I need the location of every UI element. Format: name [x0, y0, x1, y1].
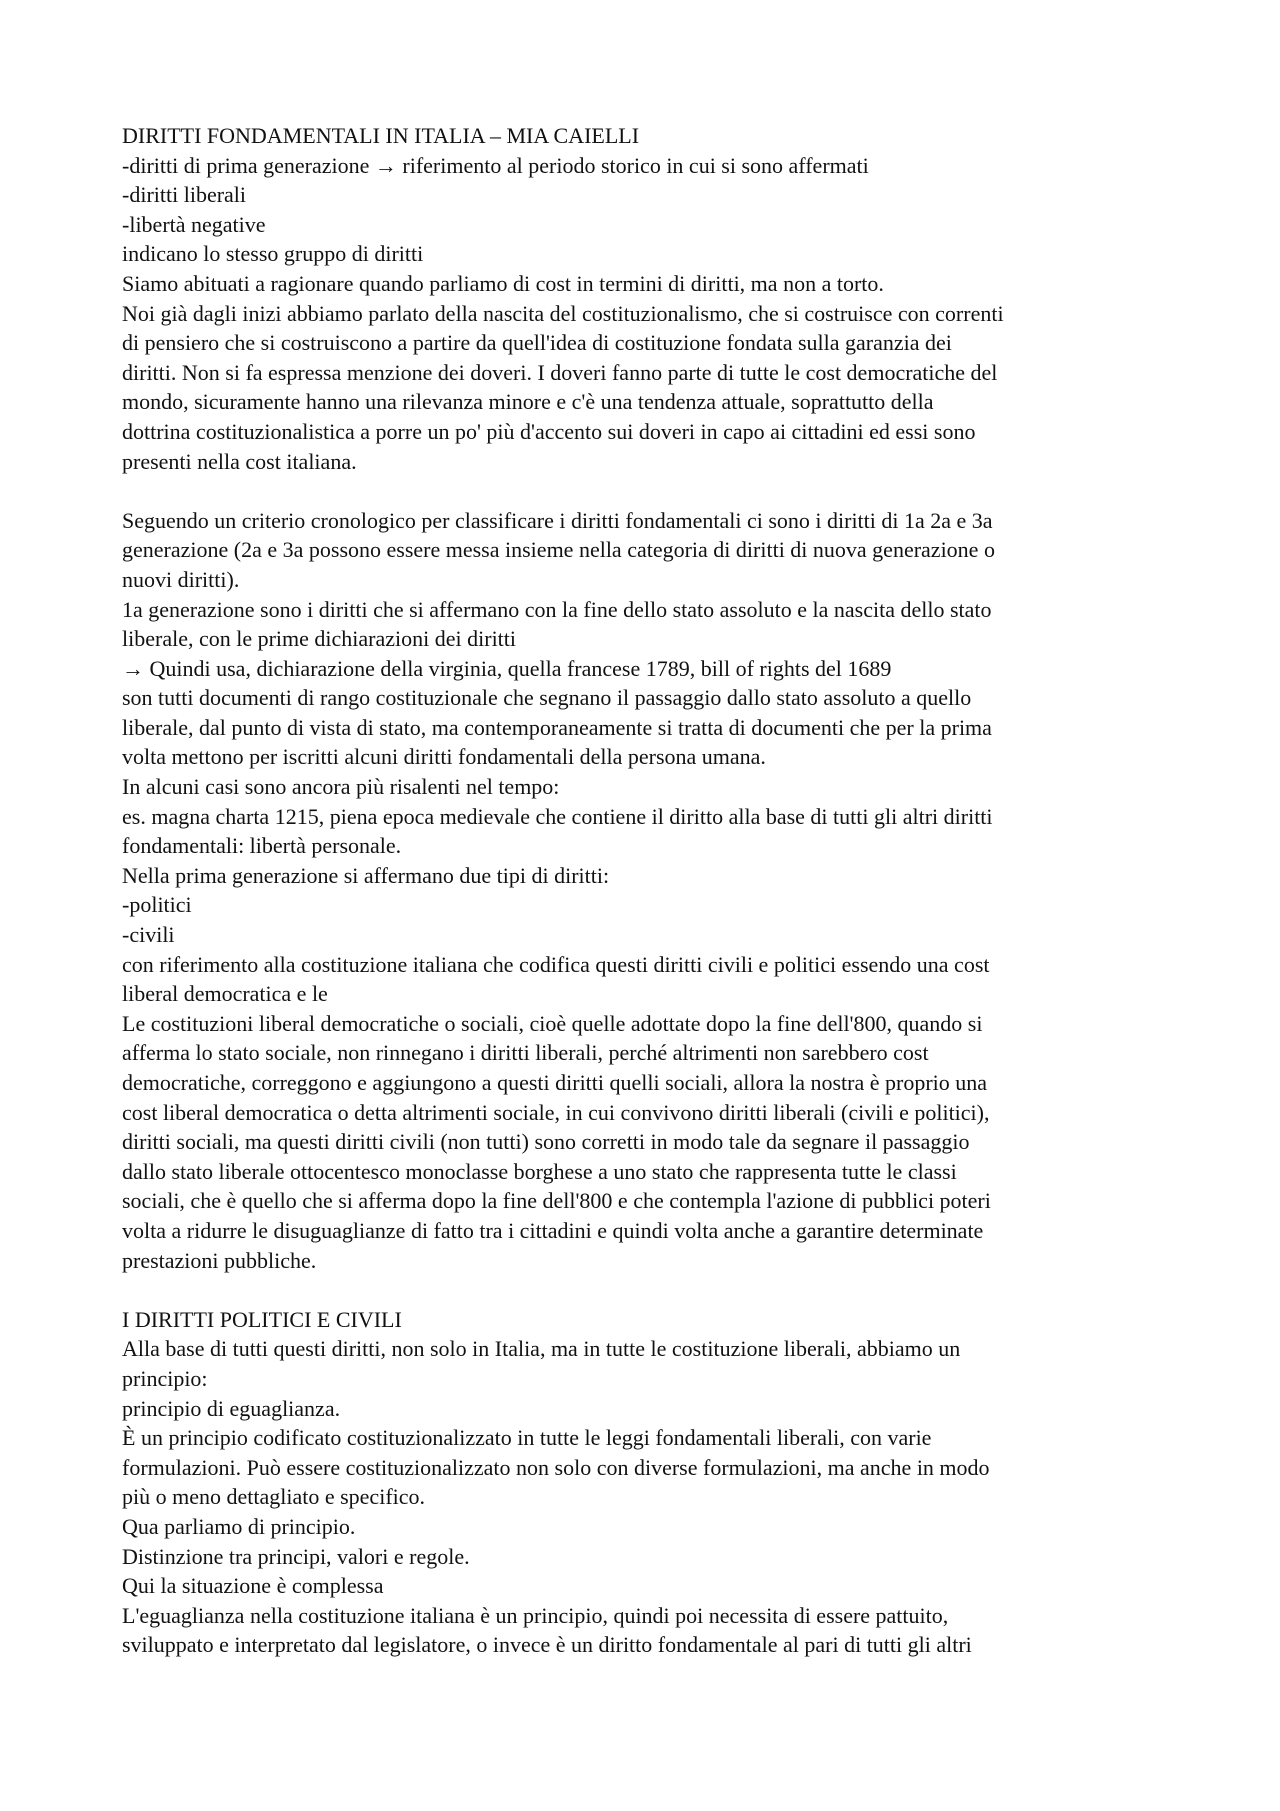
text-line: Distinzione tra principi, valori e regole. [122, 1543, 470, 1569]
text-line: Siamo abituati a ragionare quando parliamo di cost in termini di diritti, ma non a torto. [122, 270, 884, 296]
text-line: → Quindi usa, dichiarazione della virginia, quella francese 1789, bill of rights del 1689 [122, 655, 892, 681]
text-line: Seguendo un criterio cronologico per classificare i diritti fondamentali ci sono i diritti di 1a 2a e 3a [122, 507, 993, 533]
text-line: liberal democratica e le [122, 981, 328, 1007]
text-line: 1a generazione sono i diritti che si affermano con la fine dello stato assoluto e la nascita dello stato [122, 596, 992, 622]
text-line: di pensiero che si costruiscono a partire da quell'idea di costituzione fondata sulla garanzia dei [122, 330, 952, 356]
text-line: dottrina costituzionalistica a porre un po' più d'accento sui doveri in capo ai cittadini ed essi sono [122, 418, 976, 444]
text-line: È un principio codificato costituzionalizzato in tutte le leggi fondamentali liberali, con varie [122, 1425, 932, 1451]
text-line: democratiche, correggono e aggiungono a questi diritti quelli sociali, allora la nostra è proprio una [122, 1070, 988, 1095]
text-line: cost liberal democratica o detta altrimenti sociale, in cui convivono diritti liberali (civili e politici), [122, 1099, 990, 1125]
text-line: indicano lo stesso gruppo di diritti [122, 241, 424, 267]
paragraph-spacer [122, 1275, 1182, 1305]
text-line: prestazioni pubbliche. [122, 1247, 317, 1273]
text-line: -diritti liberali [122, 182, 247, 208]
text-line: volta mettono per iscritti alcuni diritti fondamentali della persona umana. [122, 744, 766, 770]
text-line: liberale, dal punto di vista di stato, ma contemporaneamente si tratta di documenti che per la prima [122, 714, 992, 740]
text-line: principio di eguaglianza. [122, 1395, 341, 1421]
text-line: I DIRITTI POLITICI E CIVILI [122, 1306, 402, 1332]
text-line: -diritti di prima generazione → riferimento al periodo storico in cui si sono affermati [122, 152, 869, 178]
text-line: -libertà negative [122, 211, 266, 237]
text-line: Le costituzioni liberal democratiche o sociali, cioè quelle adottate dopo la fine dell'800, quando si [122, 1010, 983, 1036]
text-line: presenti nella cost italiana. [122, 448, 357, 474]
text-line: In alcuni casi sono ancora più risalenti nel tempo: [122, 774, 560, 800]
document-page [122, 121, 1182, 1660]
text-line: sociali, che è quello che si afferma dopo la fine dell'800 e che contempla l'azione di pubblici poteri [122, 1188, 991, 1214]
text-line: Noi già dagli inizi abbiamo parlato della nascita del costituzionalismo, che si costruisce con correnti [122, 300, 1004, 326]
text-line: -politici [122, 892, 192, 918]
text-line: mondo, sicuramente hanno una rilevanza minore e c'è una tendenza attuale, soprattutto della [122, 389, 934, 415]
text-line: nuovi diritti). [122, 566, 240, 592]
text-line: afferma lo stato sociale, non rinnegano i diritti liberali, perché altrimenti non sarebbero cost [122, 1040, 929, 1066]
text-line: più o meno dettagliato e specifico. [122, 1484, 426, 1510]
text-line: Qua parliamo di principio. [122, 1513, 356, 1539]
text-line: Qui la situazione è complessa [122, 1573, 384, 1599]
text-line: sviluppato e interpretato dal legislatore, o invece è un diritto fondamentale al pari di tutti gli altri [122, 1632, 972, 1658]
text-line: principio: [122, 1365, 208, 1391]
text-line: -civili [122, 922, 175, 948]
text-line: fondamentali: libertà personale. [122, 833, 402, 859]
text-line: generazione (2a e 3a possono essere messa insieme nella categoria di diritti di nuova generazione o [122, 537, 995, 563]
text-line: formulazioni. Può essere costituzionalizzato non solo con diverse formulazioni, ma anche in modo [122, 1454, 990, 1480]
text-line: L'eguaglianza nella costituzione italiana è un principio, quindi poi necessita di essere pattuito, [122, 1602, 949, 1628]
text-line: con riferimento alla costituzione italiana che codifica questi diritti civili e politici essendo una cost [122, 951, 990, 977]
text-line: es. magna charta 1215, piena epoca medievale che contiene il diritto alla base di tutti gli altri diritti [122, 803, 993, 829]
document-body [122, 151, 1182, 1660]
text-line: Alla base di tutti questi diritti, non solo in Italia, ma in tutte le costituzione liberali, abbiamo un [122, 1336, 961, 1362]
text-line: liberale, con le prime dichiarazioni dei diritti [122, 626, 517, 652]
text-line: diritti. Non si fa espressa menzione dei doveri. I doveri fanno parte di tutte le cost democratiche del [122, 359, 998, 385]
document-title: DIRITTI FONDAMENTALI IN ITALIA – MIA CAIELLI [122, 123, 640, 148]
paragraph-spacer [122, 476, 1182, 506]
text-line: volta a ridurre le disuguaglianze di fatto tra i cittadini e quindi volta anche a garantire determinate [122, 1217, 984, 1243]
text-line: Nella prima generazione si affermano due tipi di diritti: [122, 862, 610, 888]
text-line: dallo stato liberale ottocentesco monoclasse borghese a uno stato che rappresenta tutte le classi [122, 1158, 957, 1184]
text-line: diritti sociali, ma questi diritti civili (non tutti) sono corretti in modo tale da segnare il passaggio [122, 1129, 970, 1155]
text-line: son tutti documenti di rango costituzionale che segnano il passaggio dallo stato assoluto a quello [122, 685, 972, 711]
